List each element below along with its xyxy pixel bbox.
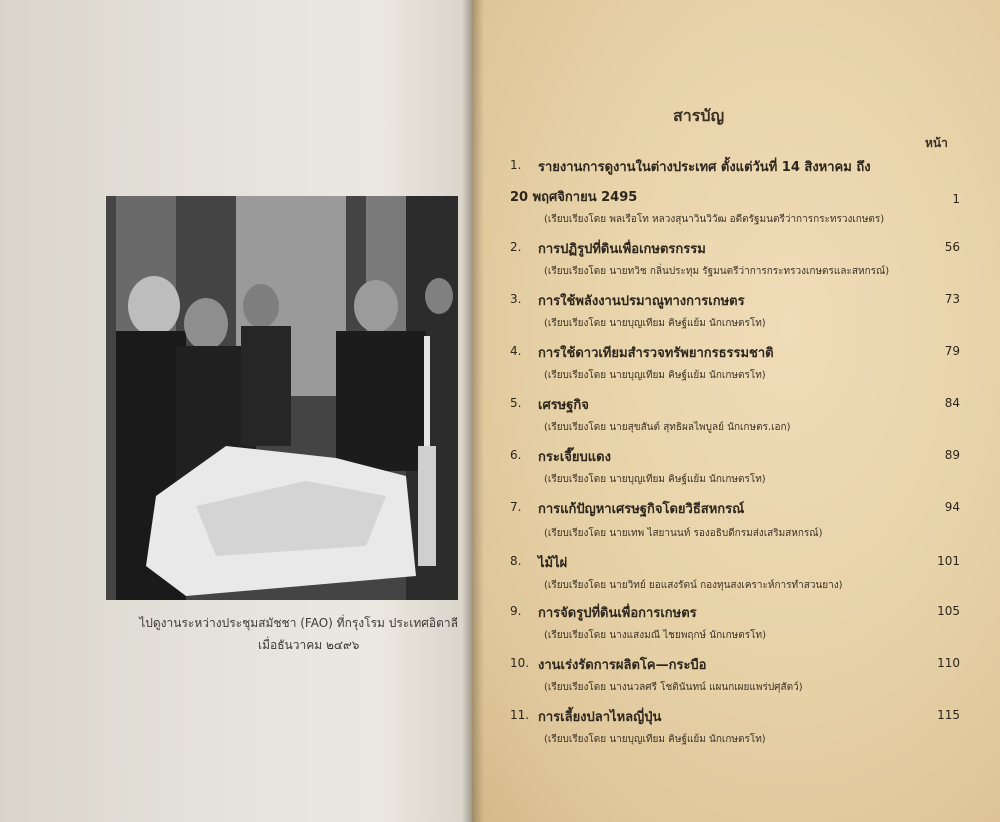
entry-author: (เรียบเรียงโดย นายบุญเทียม คิษฐ์แย้ม นักเกษตรโท) — [544, 734, 766, 745]
entry-page: 89 — [944, 448, 960, 462]
page-column-label: หน้า — [925, 136, 948, 150]
caption-line-2: เมื่อธันวาคม ๒๔๙๖ — [258, 638, 360, 652]
entry-number: 4. — [510, 344, 522, 358]
entry-page: 110 — [937, 656, 960, 670]
toc-entry — [510, 344, 960, 384]
entry-title: กระเจี๊ยบแดง — [538, 450, 611, 465]
entry-title: การปฏิรูปที่ดินเพื่อเกษตรกรรม — [538, 242, 706, 257]
toc-entry — [510, 292, 960, 332]
caption-line-1: ไปดูงานระหว่างประชุมสมัชชา (FAO) ที่กรุงโรม ประเทศอิตาลี — [139, 616, 458, 630]
entry-author: (เรียบเรียงโดย นายบุญเทียม คิษฐ์แย้ม นักเกษตรโท) — [544, 474, 766, 485]
toc-entry — [510, 708, 960, 748]
toc-entry — [510, 554, 960, 594]
entry-number: 6. — [510, 448, 522, 462]
entry-title: การเลี้ยงปลาไหลญี่ปุ่น — [538, 710, 662, 725]
entry-page: 73 — [944, 292, 960, 306]
entry-number: 2. — [510, 240, 522, 254]
entry-number: 7. — [510, 500, 522, 514]
photo-caption — [108, 612, 458, 656]
entry-title: เศรษฐกิจ — [538, 398, 589, 413]
toc-entry — [510, 396, 960, 436]
toc-entry — [510, 656, 960, 696]
toc-entry — [510, 158, 960, 224]
entry-title: การแก้ปัญหาเศรษฐกิจโดยวิธีสหกรณ์ — [538, 502, 745, 517]
entry-author: (เรียบเรียงโดย นางนวลศรี โชตินันทน์ แผนกเผยแพร่ปศุสัตว์) — [544, 682, 803, 693]
entry-page: 115 — [937, 708, 960, 722]
entry-author: (เรียบเรียงโดย นายบุญเทียม คิษฐ์แย้ม นักเกษตรโท) — [544, 370, 766, 381]
photo-illustration — [106, 196, 458, 600]
entry-title: ไม้ไผ่ — [538, 556, 568, 571]
entry-author: (เรียบเรียงโดย นายวิทย์ ยอแสงรัตน์ กองทุนสงเคราะห์การทำสวนยาง) — [544, 580, 843, 591]
entry-page: 1 — [952, 192, 960, 206]
entry-author: (เรียบเรียงโดย นายเทพ ไสยานนท์ รองอธิบดีกรมส่งเสริมสหกรณ์) — [544, 528, 823, 539]
entry-number: 3. — [510, 292, 522, 306]
entry-author: (เรียบเรียงโดย พลเรือโท หลวงสุนาวินวิวัฒ อดีตรัฐมนตรีว่าการกระทรวงเกษตร) — [544, 214, 885, 225]
entry-author: (เรียบเรียงโดย นายสุขสันต์ สุทธิผลไพบูลย์ นักเกษตร.เอก) — [544, 422, 791, 433]
entry-author: (เรียบเรียงโดย นายบุญเทียม คิษฐ์แย้ม นักเกษตรโท) — [544, 318, 766, 329]
historical-photo — [106, 196, 458, 600]
entry-page: 105 — [937, 604, 960, 618]
entry-page: 79 — [944, 344, 960, 358]
toc-entry — [510, 240, 960, 280]
book-gutter — [462, 0, 484, 822]
entry-author: (เรียบเรียงโดย นายทวิช กลิ่นประทุม รัฐมนตรีว่าการกระทรวงเกษตรและสหกรณ์) — [544, 266, 890, 277]
entry-number: 8. — [510, 554, 522, 568]
entry-title: การจัดรูปที่ดินเพื่อการเกษตร — [538, 606, 697, 621]
toc-entry — [510, 448, 960, 488]
entry-title: การใช้ดาวเทียมสำรวจทรัพยากรธรรมชาติ — [538, 346, 774, 361]
entry-number: 10. — [510, 656, 530, 670]
entry-page: 56 — [944, 240, 960, 254]
entry-page: 84 — [944, 396, 960, 410]
toc-entry — [510, 604, 960, 644]
entry-author: (เรียบเรียงโดย นางแสงมณี ไชยพฤกษ์ นักเกษตรโท) — [544, 630, 766, 641]
entry-number: 9. — [510, 604, 522, 618]
entry-title-continued: 20 พฤศจิกายน 2495 — [510, 190, 638, 205]
entry-title: การใช้พลังงานปรมาณูทางการเกษตร — [538, 294, 745, 309]
toc-title: สารบัญ — [673, 106, 725, 125]
entry-title: งานเร่งรัดการผลิตโค—กระบือ — [538, 658, 707, 673]
entry-page: 101 — [937, 554, 960, 568]
toc-entry — [510, 500, 960, 540]
entry-number: 11. — [510, 708, 530, 722]
entry-title: รายงานการดูงานในต่างประเทศ ตั้งแต่วันที่ 14 สิงหาคม ถึง — [538, 160, 871, 175]
entry-page: 94 — [944, 500, 960, 514]
entry-number: 1. — [510, 158, 522, 172]
entry-number: 5. — [510, 396, 522, 410]
